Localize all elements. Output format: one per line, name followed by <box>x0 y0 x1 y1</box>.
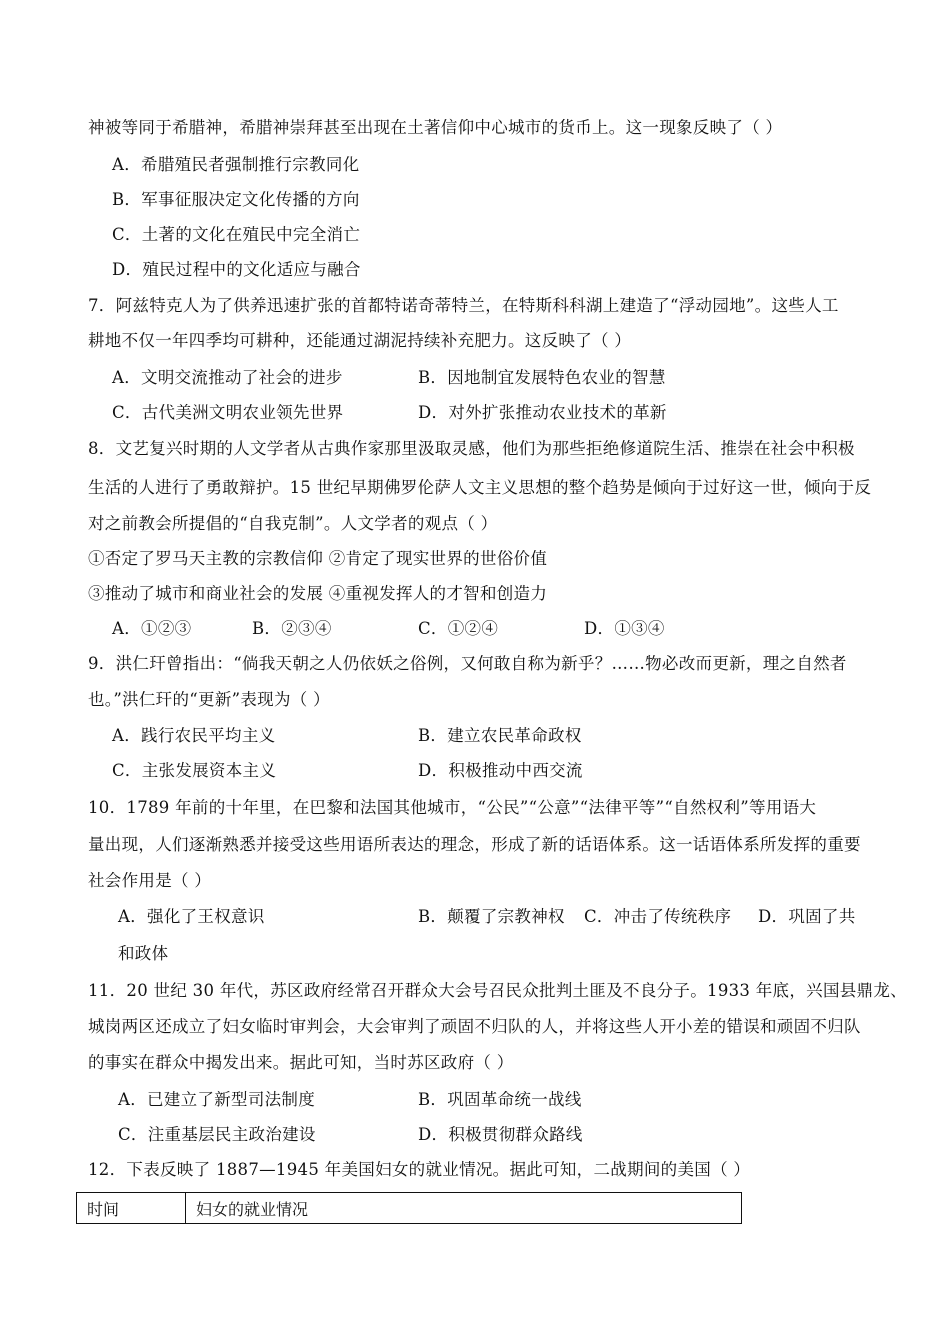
q8-statement-1: ①否定了罗马天主教的宗教信仰 ②肯定了现实世界的世俗价值 <box>88 549 548 568</box>
q11-option-b: B．巩固革命统一战线 <box>418 1090 582 1109</box>
q8-option-a: A．①②③ <box>112 619 192 638</box>
q6-stem-tail: 神被等同于希腊神，希腊神崇拜甚至出现在土著信仰中心城市的货币上。这一现象反映了（ ） <box>88 118 783 137</box>
q8-option-b: B．②③④ <box>252 619 332 638</box>
q11-stem-line-3: 的事实在群众中揭发出来。据此可知，当时苏区政府（ ） <box>88 1053 514 1072</box>
q10-stem-line-2: 量出现，人们逐渐熟悉并接受这些用语所表达的理念，形成了新的话语体系。这一话语体系所发挥的重要 <box>88 835 861 854</box>
q9-option-c: C．主张发展资本主义 <box>112 761 277 780</box>
q11-stem-line-2: 城岗两区还成立了妇女临时审判会，大会审判了顽固不归队的人，并将这些人开小差的错误和顽固不归队 <box>88 1017 861 1036</box>
q10-option-b: B．颠覆了宗教神权 <box>418 907 565 926</box>
q6-option-a: A．希腊殖民者强制推行宗教同化 <box>112 155 360 174</box>
q6-option-b: B．军事征服决定文化传播的方向 <box>112 190 360 209</box>
q6-option-c: C．土著的文化在殖民中完全消亡 <box>112 225 361 244</box>
q9-stem-line-1: 9．洪仁玕曾指出：“倘我天朝之人仍依妖之俗例，又何敢自称为新乎？……物必改而更新，理之自然者 <box>88 654 847 673</box>
q7-option-b: B．因地制宜发展特色农业的智慧 <box>418 368 666 387</box>
q8-stem-line-2: 生活的人进行了勇敢辩护。15 世纪早期佛罗伦萨人文主义思想的整个趋势是倾向于过好这一世，倾向于反 <box>88 478 872 497</box>
q7-option-c: C．古代美洲文明农业领先世界 <box>112 403 344 422</box>
q10-stem-line-1: 10．1789 年前的十年里，在巴黎和法国其他城市，“公民”“公意”“法律平等”“自然权利”等用语大 <box>88 798 817 817</box>
q10-stem-line-3: 社会作用是（ ） <box>88 871 212 890</box>
q11-stem-line-1: 11．20 世纪 30 年代，苏区政府经常召开群众大会号召民众批判土匪及不良分子。1933 年底，兴国县鼎龙、 <box>88 981 907 1000</box>
q12-employment-table <box>76 1192 742 1224</box>
q9-stem-line-2: 也。”洪仁玕的“更新”表现为（ ） <box>88 690 330 709</box>
q11-option-a: A．已建立了新型司法制度 <box>118 1090 316 1109</box>
q9-option-b: B．建立农民革命政权 <box>418 726 582 745</box>
table-header-time: 时间 <box>77 1193 186 1224</box>
q10-option-d-wrap: 和政体 <box>118 944 169 963</box>
q11-option-d: D．积极贯彻群众路线 <box>418 1125 583 1144</box>
q10-option-c: C．冲击了传统秩序 <box>584 907 732 926</box>
q9-option-a: A．践行农民平均主义 <box>112 726 276 745</box>
table-header-employment: 妇女的就业情况 <box>186 1193 742 1224</box>
q10-option-d: D．巩固了共 <box>758 907 856 926</box>
q8-option-d: D．①③④ <box>584 619 665 638</box>
q8-stem-line-3: 对之前教会所提倡的“自我克制”。人文学者的观点（ ） <box>88 514 498 533</box>
q11-option-c: C．注重基层民主政治建设 <box>118 1125 316 1144</box>
q7-stem-line-2: 耕地不仅一年四季均可耕种，还能通过湖泥持续补充肥力。这反映了（ ） <box>88 331 632 350</box>
q8-option-c: C．①②④ <box>418 619 499 638</box>
q7-stem-line-1: 7．阿兹特克人为了供养迅速扩张的首都特诺奇蒂特兰，在特斯科科湖上建造了“浮动园地”。这些人工 <box>88 296 839 315</box>
q7-option-a: A．文明交流推动了社会的进步 <box>112 368 343 387</box>
table-header-row <box>77 1193 742 1224</box>
q12-stem: 12．下表反映了 1887—1945 年美国妇女的就业情况。据此可知，二战期间的美国（ ） <box>88 1160 751 1179</box>
q10-option-a: A．强化了王权意识 <box>118 907 265 926</box>
q9-option-d: D．积极推动中西交流 <box>418 761 583 780</box>
q8-statement-2: ③推动了城市和商业社会的发展 ④重视发挥人的才智和创造力 <box>88 584 548 603</box>
q8-stem-line-1: 8．文艺复兴时期的人文学者从古典作家那里汲取灵感，他们为那些拒绝修道院生活、推崇在社会中积极 <box>88 439 855 458</box>
q7-option-d: D．对外扩张推动农业技术的革新 <box>418 403 667 422</box>
q6-option-d: D．殖民过程中的文化适应与融合 <box>112 260 361 279</box>
